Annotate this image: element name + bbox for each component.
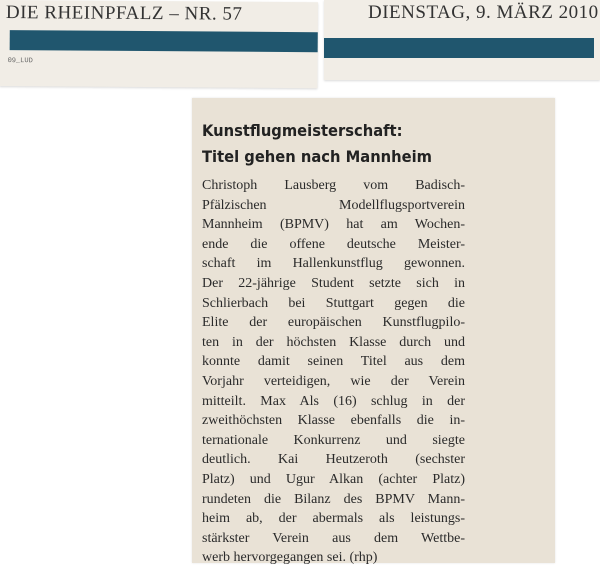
article-headline	[202, 118, 519, 170]
body-line: heim ab, der abermals als leistungs-	[202, 511, 465, 527]
body-line: deutlich. Kai Heutzeroth (sechster	[202, 452, 465, 468]
body-line: ende die offene deutsche Meister-	[202, 236, 465, 252]
masthead-right-strip	[324, 0, 600, 80]
body-line: mitteilt. Max Als (16) schlug in der	[202, 393, 465, 409]
body-line: Mannheim (BPMV) hat am Wochen-	[202, 217, 465, 233]
headline-line: Titel gehen nach Mannheim	[202, 147, 432, 166]
body-line: stärkster Verein aus dem Wettbe-	[202, 530, 465, 546]
body-line: rundeten die Bilanz des BPMV Mann-	[202, 491, 465, 507]
archive-code: 09_LUD	[7, 57, 33, 66]
headline-line: Kunstflugmeisterschaft:	[202, 121, 403, 140]
masthead-bar	[324, 38, 594, 58]
body-line: zweithöchsten Klasse ebenfalls die in-	[202, 413, 465, 429]
newspaper-name: DIE RHEINPFALZ – NR. 57	[5, 2, 243, 25]
article-clipping	[192, 98, 555, 566]
body-line: Der 22-jährige Student setzte sich in	[202, 275, 465, 291]
body-line: ten in der höchsten Klasse durch und	[202, 334, 465, 350]
body-line: Vorjahr verteidigen, wie der Verein	[202, 373, 465, 389]
issue-date: DIENSTAG, 9. MÄRZ 2010	[368, 2, 599, 23]
body-line: Christoph Lausberg vom Badisch-	[202, 178, 465, 193]
article-body	[202, 176, 465, 568]
body-line: Platz) und Ugur Alkan (achter Platz)	[202, 471, 465, 487]
body-line: konnte damit seinen Titel aus dem	[202, 354, 465, 370]
body-line: ternationale Konkurrenz und siegte	[202, 432, 465, 448]
body-line: Elite der europäischen Kunstflugpilo-	[202, 315, 465, 331]
body-line: Schlierbach bei Stuttgart gegen die	[202, 295, 465, 311]
body-line: schaft im Hallenkunstflug gewonnen.	[202, 256, 465, 272]
masthead-left-strip	[0, 0, 318, 88]
masthead-bar	[10, 30, 318, 52]
body-line: werb hervorgegangen sei. (rhp)	[202, 550, 378, 566]
body-line: Pfälzischen Modellflugsportverein	[202, 197, 465, 213]
